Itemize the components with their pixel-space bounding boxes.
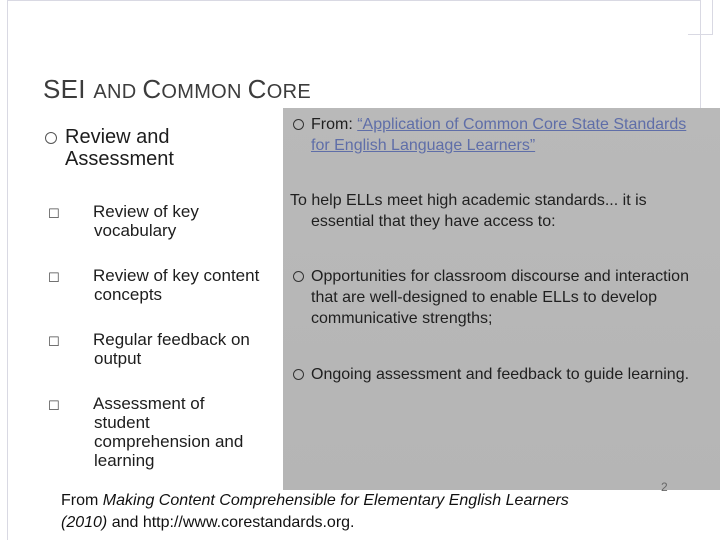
frame-top-line bbox=[7, 0, 700, 1]
sub-bullet-text: Assessment of student comprehension and learning bbox=[93, 394, 244, 470]
main-bullet bbox=[45, 126, 255, 170]
circle-bullet-icon bbox=[293, 271, 304, 282]
frame-left-line bbox=[7, 0, 8, 540]
sub-bullet-text: Review of key vocabulary bbox=[93, 202, 199, 240]
sub-bullet bbox=[48, 266, 273, 304]
square-bullet-icon: ☐ bbox=[48, 398, 60, 413]
sub-bullet bbox=[48, 330, 273, 368]
sub-bullet bbox=[48, 394, 273, 470]
slide-number: 2 bbox=[661, 480, 668, 494]
source-link[interactable]: “Application of Common Core State Standards for English Language Learners” bbox=[311, 116, 687, 154]
circle-bullet-icon bbox=[45, 132, 57, 144]
sub-bullet-text: Review of key content concepts bbox=[93, 266, 260, 304]
intro-text: To help ELLs meet high academic standards... it is essential that they have access to: bbox=[290, 192, 647, 230]
sub-bullet-text: Regular feedback on output bbox=[93, 330, 250, 368]
panel-bullet: Ongoing assessment and feedback to guide learning. bbox=[293, 364, 708, 385]
quote-panel bbox=[283, 108, 720, 490]
source-bullet bbox=[293, 114, 703, 156]
slide-title: SEI AND COMMON CORE bbox=[43, 74, 311, 104]
left-column bbox=[45, 126, 280, 170]
square-bullet-icon: ☐ bbox=[48, 206, 60, 221]
citation-footer: From Making Content Comprehensible for Elementary English Learners (2010) and http://www.corestandards.org. bbox=[61, 492, 569, 531]
square-bullet-icon: ☐ bbox=[48, 270, 60, 285]
main-bullet-text: Review and Assessment bbox=[65, 126, 174, 170]
panel-bullet: Opportunities for classroom discourse and interaction that are well-designed to enable ELLs to develop communicative strengths; bbox=[293, 266, 708, 329]
from-label: From: bbox=[311, 116, 358, 133]
frame-corner bbox=[688, 0, 713, 35]
sub-bullet bbox=[48, 202, 273, 240]
circle-bullet-icon bbox=[293, 369, 304, 380]
square-bullet-icon: ☐ bbox=[48, 334, 60, 349]
circle-bullet-icon bbox=[293, 119, 304, 130]
